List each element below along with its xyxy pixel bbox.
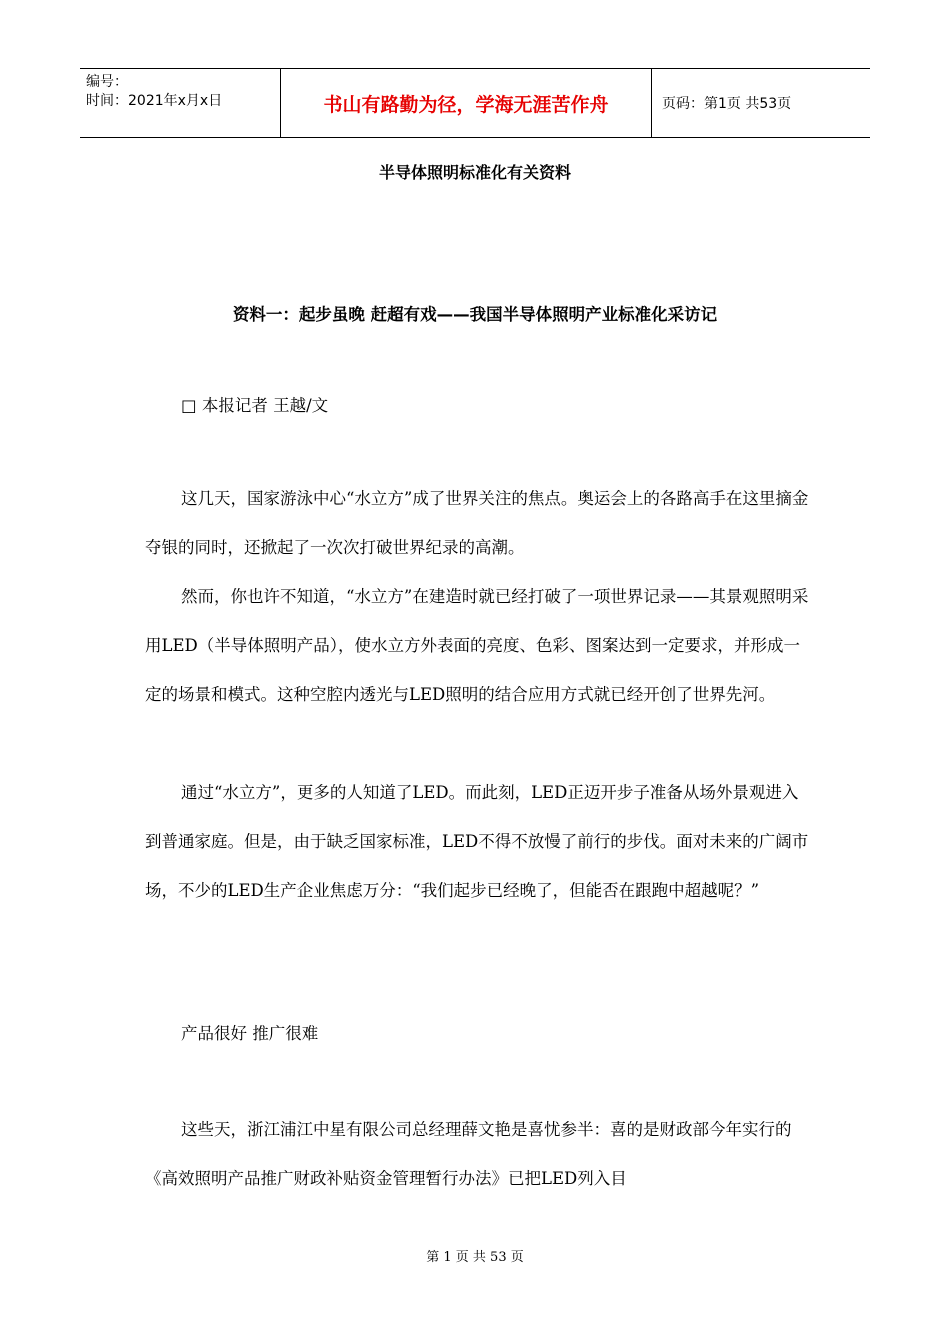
paragraph-2: 然而，你也许不知道，“水立方”在建造时就已经打破了一项世界记录——其景观照明采用LED（半导体照明产品），使水立方外表面的亮度、色彩、图案达到一定要求，并形成一定的场景和模式。这种空腔内透光与LED照明的结合应用方式就已经开创了世界先河。	[145, 587, 809, 704]
header-meta-cell	[80, 69, 281, 137]
subheading: 产品很好 推广很难	[181, 1024, 319, 1043]
number-label: 编号：	[86, 74, 128, 90]
header-table	[80, 68, 870, 138]
page-footer: 第 1 页 共 53 页	[426, 1250, 524, 1265]
paragraph-3: 通过“水立方”，更多的人知道了LED。而此刻，LED正迈开步子准备从场外景观进入到普通家庭。但是，由于缺乏国家标准，LED不得不放慢了前行的步伐。面对未来的广阔市场，不少的LED生产企业焦虑万分：“我们起步已经晚了，但能否在跟跑中超越呢？”	[145, 783, 809, 900]
time-label: 时间：2021年x月x日	[86, 93, 223, 109]
doc-title: 半导体照明标准化有关资料	[378, 163, 571, 182]
paragraph-1: 这几天，国家游泳中心“水立方”成了世界关注的焦点。奥运会上的各路高手在这里摘金夺银的同时，还掀起了一次次打破世界纪录的高潮。	[145, 489, 809, 557]
article-title: 资料一：起步虽晚 赶超有戏——我国半导体照明产业标准化采访记	[232, 305, 718, 324]
byline: □ 本报记者 王越/文	[181, 396, 329, 415]
paragraph-4: 这些天，浙江浦江中星有限公司总经理薛文艳是喜忧参半：喜的是财政部今年实行的 《高效照明产品推广财政补贴资金管理暂行办法》已把LED列入目	[145, 1120, 792, 1188]
header-motto: 书山有路勤为径，学海无涯苦作舟	[281, 69, 652, 137]
header-page-info: 页码：第1页 共53页	[662, 96, 792, 112]
